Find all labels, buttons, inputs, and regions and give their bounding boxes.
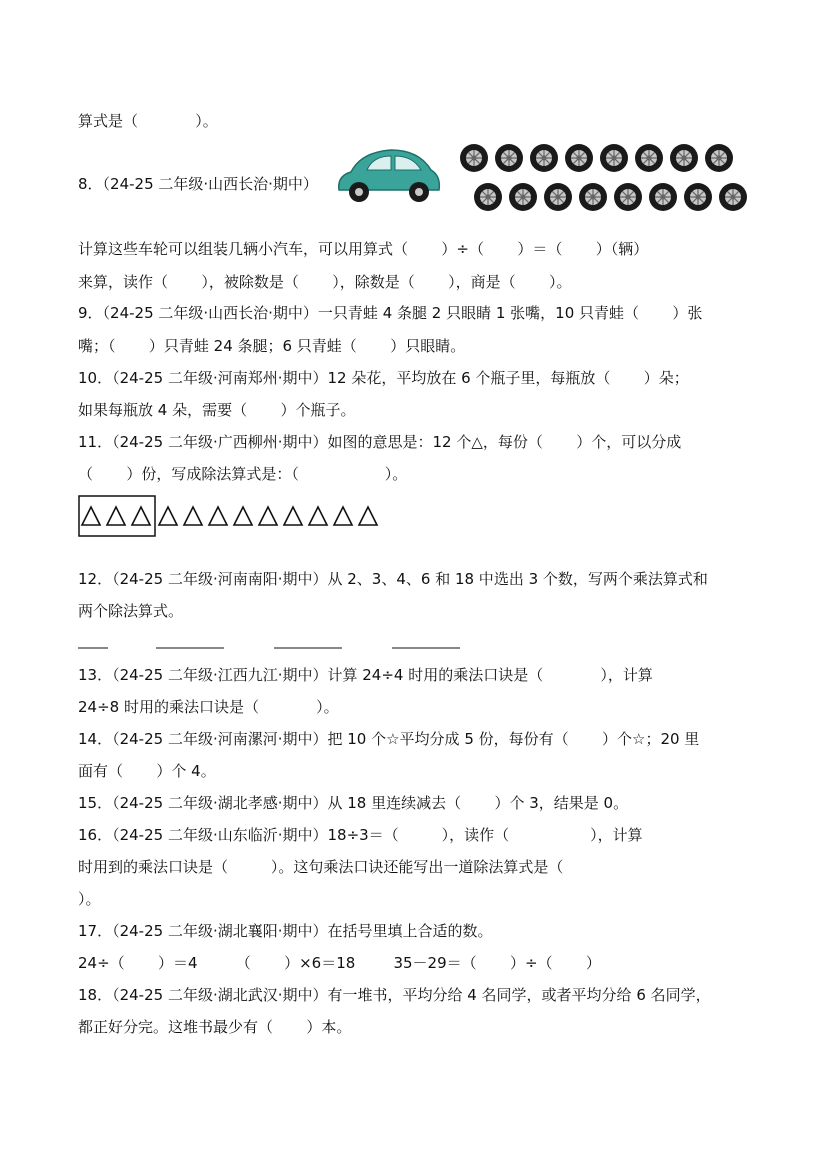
q15-line: 15．（24-25 二年级·湖北孝感·期中）从 18 里连续减去（ ）个 3，结果是 0。	[78, 794, 629, 812]
wheel	[600, 144, 628, 172]
wheel	[530, 144, 558, 172]
wheel	[565, 144, 593, 172]
triangle	[132, 507, 150, 525]
q17-title: 17．（24-25 二年级·湖北襄阳·期中）在括号里填上合适的数。	[78, 922, 493, 940]
wheel	[544, 183, 572, 211]
triangle	[234, 507, 252, 525]
car-image	[333, 146, 443, 204]
line-prev-answer: 算式是（ ）。	[78, 112, 218, 130]
q9-line-2: 嘴；（ ）只青蛙 24 条腿；6 只青蛙（ ）只眼睛。	[78, 337, 466, 355]
wheel	[474, 183, 502, 211]
q10-line-2: 如果每瓶放 4 朵，需要（ ）个瓶子。	[78, 401, 356, 419]
q16-line-1: 16．（24-25 二年级·山东临沂·期中）18÷3＝（ ），读作（ ），计算	[78, 826, 643, 844]
triangle	[82, 507, 100, 525]
q11-line-2: （ ）份，写成除法算式是：（ ）。	[78, 465, 408, 483]
q16-line-3: ）。	[78, 890, 101, 908]
wheel	[635, 144, 663, 172]
q14-line-2: 面有（ ）个 4。	[78, 762, 216, 780]
wheel	[579, 183, 607, 211]
triangle	[259, 507, 277, 525]
wheel	[705, 144, 733, 172]
q18-line-2: 都正好分完。这堆书最少有（ ）本。	[78, 1018, 352, 1036]
wheel	[719, 183, 747, 211]
wheels-image	[458, 140, 750, 216]
q17-equations: 24÷（ ）＝4 （ ）×6＝18 35－29＝（ ）÷（ ）	[78, 954, 601, 972]
wheel	[509, 183, 537, 211]
wheel	[649, 183, 677, 211]
wheel	[460, 144, 488, 172]
group-box	[79, 496, 155, 536]
triangle	[359, 507, 377, 525]
wheel	[495, 144, 523, 172]
q9-line-1: 9．（24-25 二年级·山西长治·期中）一只青蛙 4 条腿 2 只眼睛 1 张嘴，10 只青蛙（ ）张	[78, 304, 703, 322]
triangle-figure	[78, 495, 388, 541]
q12-line-2: 两个除法算式。	[78, 602, 184, 620]
q8-line-2: 来算，读作（ ），被除数是（ ），除数是（ ），商是（ ）。	[78, 273, 572, 291]
triangle	[334, 507, 352, 525]
triangle	[284, 507, 302, 525]
answer-blanks	[78, 642, 468, 654]
q16-line-2: 时用到的乘法口诀是（ ）。这句乘法口诀还能写出一道除法算式是（	[78, 858, 564, 876]
q8-line-1: 计算这些车轮可以组装几辆小汽车，可以用算式（ ）÷（ ）＝（ ）（辆）	[78, 240, 649, 258]
wheel	[684, 183, 712, 211]
wheel	[670, 144, 698, 172]
triangle	[107, 507, 125, 525]
triangle	[309, 507, 327, 525]
q10-line-1: 10．（24-25 二年级·河南郑州·期中）12 朵花，平均放在 6 个瓶子里，每瓶放（ ）朵；	[78, 369, 689, 387]
q13-line-2: 24÷8 时用的乘法口诀是（ ）。	[78, 698, 339, 716]
q13-line-1: 13．（24-25 二年级·江西九江·期中）计算 24÷4 时用的乘法口诀是（ ），计算	[78, 666, 653, 684]
q8-title: 8．（24-25 二年级·山西长治·期中）	[78, 175, 318, 193]
q14-line-1: 14．（24-25 二年级·河南漯河·期中）把 10 个☆平均分成 5 份，每份有（ ）个☆；20 里	[78, 730, 700, 748]
triangle	[209, 507, 227, 525]
triangle	[184, 507, 202, 525]
triangle	[159, 507, 177, 525]
wheel	[614, 183, 642, 211]
q12-line-1: 12．（24-25 二年级·河南南阳·期中）从 2、3、4、6 和 18 中选出 3 个数，写两个乘法算式和	[78, 570, 708, 588]
q18-line-1: 18．（24-25 二年级·湖北武汉·期中）有一堆书，平均分给 4 名同学，或者平均分给 6 名同学，	[78, 986, 711, 1004]
q11-line-1: 11．（24-25 二年级·广西柳州·期中）如图的意思是：12 个△，每份（ ）个，可以分成	[78, 433, 682, 451]
